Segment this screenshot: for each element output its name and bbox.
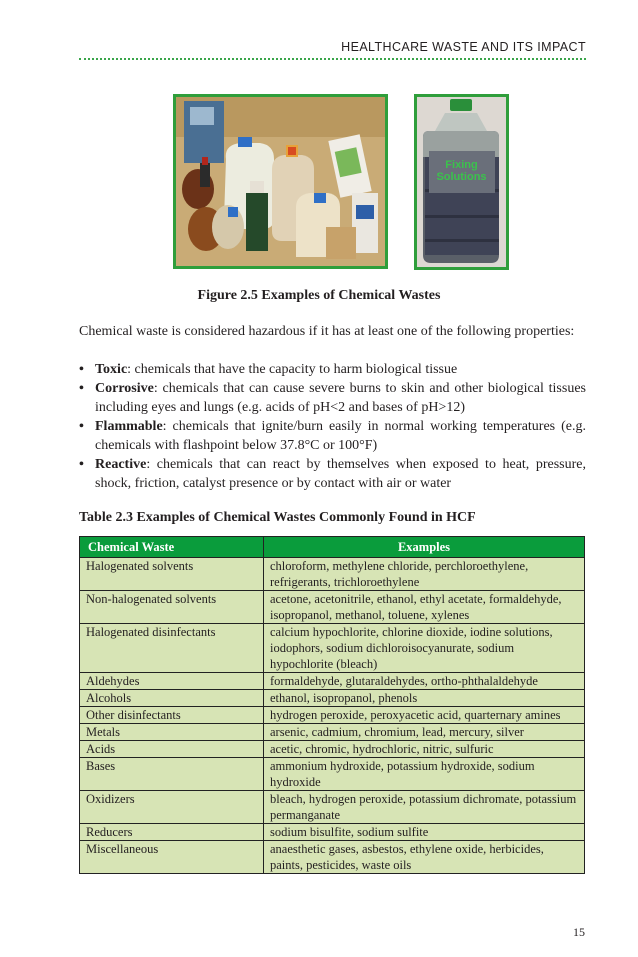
intro-paragraph: Chemical waste is considered hazardous if it has at least one of the following properties:: [79, 324, 575, 339]
table-row: [80, 591, 585, 624]
waste-category-cell: Other disinfectants: [80, 707, 264, 724]
waste-category-cell: Bases: [80, 758, 264, 791]
table-title: Table 2.3 Examples of Chemical Wastes Commonly Found in HCF: [79, 510, 476, 525]
column-header-examples: Examples: [264, 537, 585, 558]
list-item: [79, 455, 586, 493]
list-item: [79, 360, 586, 379]
property-text: : chemicals that can react by themselves when exposed to heat, pressure, shock, friction, catalyst presence or by contact with air or water: [95, 457, 586, 491]
property-text: : chemicals that ignite/burn easily in normal working temperatures (e.g. chemicals with flashpoint below 37.8°C or 100°F): [95, 419, 586, 453]
header-rule: [79, 58, 586, 60]
property-text: : chemicals that have the capacity to harm biological tissue: [127, 362, 458, 377]
waste-category-cell: Alcohols: [80, 690, 264, 707]
waste-category-cell: Aldehydes: [80, 673, 264, 690]
running-head: HEALTHCARE WASTE AND ITS IMPACT: [341, 40, 586, 54]
chemical-waste-table: [79, 536, 585, 874]
examples-cell: acetone, acetonitrile, ethanol, ethyl acetate, formaldehyde, isopropanol, methanol, toluene, xylenes: [264, 591, 585, 624]
table-header-row: [80, 537, 585, 558]
table-row: [80, 707, 585, 724]
table-row: [80, 624, 585, 673]
table-row: [80, 841, 585, 874]
examples-cell: anaesthetic gases, asbestos, ethylene oxide, herbicides, paints, pesticides, waste oils: [264, 841, 585, 874]
chemical-containers-illustration: [176, 97, 385, 266]
table-row: [80, 558, 585, 591]
examples-cell: ethanol, isopropanol, phenols: [264, 690, 585, 707]
table-row: [80, 724, 585, 741]
fixing-solutions-label: [417, 159, 506, 183]
list-item: [79, 379, 586, 417]
table-row: [80, 791, 585, 824]
waste-category-cell: Miscellaneous: [80, 841, 264, 874]
examples-cell: formaldehyde, glutaraldehydes, ortho-phthalaldehyde: [264, 673, 585, 690]
waste-category-cell: Halogenated solvents: [80, 558, 264, 591]
property-term: Flammable: [95, 419, 163, 434]
waste-category-cell: Reducers: [80, 824, 264, 841]
list-item: [79, 417, 586, 455]
examples-cell: acetic, chromic, hydrochloric, nitric, sulfuric: [264, 741, 585, 758]
column-header-chemical-waste: Chemical Waste: [80, 537, 264, 558]
waste-category-cell: Metals: [80, 724, 264, 741]
table-row: [80, 824, 585, 841]
chemical-containers-photo: [173, 94, 388, 269]
table-row: [80, 741, 585, 758]
bullet-icon: •: [79, 381, 84, 396]
property-term: Corrosive: [95, 381, 154, 396]
examples-cell: arsenic, cadmium, chromium, lead, mercury, silver: [264, 724, 585, 741]
label-line-1: Fixing: [445, 159, 478, 171]
fixing-solutions-photo: [414, 94, 509, 270]
examples-cell: sodium bisulfite, sodium sulfite: [264, 824, 585, 841]
label-line-2: Solutions: [436, 171, 487, 183]
property-text: : chemicals that can cause severe burns to skin and other biological tissues including eyes and lungs (e.g. acids of pH<2 and bases of pH>12): [95, 381, 586, 415]
examples-cell: hydrogen peroxide, peroxyacetic acid, quarternary amines: [264, 707, 585, 724]
bullet-icon: •: [79, 419, 84, 434]
bullet-icon: •: [79, 457, 84, 472]
table-row: [80, 690, 585, 707]
figure-caption: Figure 2.5 Examples of Chemical Wastes: [197, 288, 441, 303]
table-row: [80, 758, 585, 791]
page-number: 15: [573, 925, 585, 939]
examples-cell: calcium hypochlorite, chlorine dioxide, iodine solutions, iodophors, sodium dichloroisocyanurate, sodium hypochlorite (bleach): [264, 624, 585, 673]
property-term: Reactive: [95, 457, 147, 472]
waste-category-cell: Halogenated disinfectants: [80, 624, 264, 673]
waste-category-cell: Oxidizers: [80, 791, 264, 824]
examples-cell: ammonium hydroxide, potassium hydroxide, sodium hydroxide: [264, 758, 585, 791]
property-term: Toxic: [95, 362, 128, 377]
table-row: [80, 673, 585, 690]
bullet-icon: •: [79, 362, 84, 377]
examples-cell: chloroform, methylene chloride, perchloroethylene, refrigerants, trichloroethylene: [264, 558, 585, 591]
examples-cell: bleach, hydrogen peroxide, potassium dichromate, potassium permanganate: [264, 791, 585, 824]
properties-list: [79, 360, 586, 493]
waste-category-cell: Acids: [80, 741, 264, 758]
waste-category-cell: Non-halogenated solvents: [80, 591, 264, 624]
